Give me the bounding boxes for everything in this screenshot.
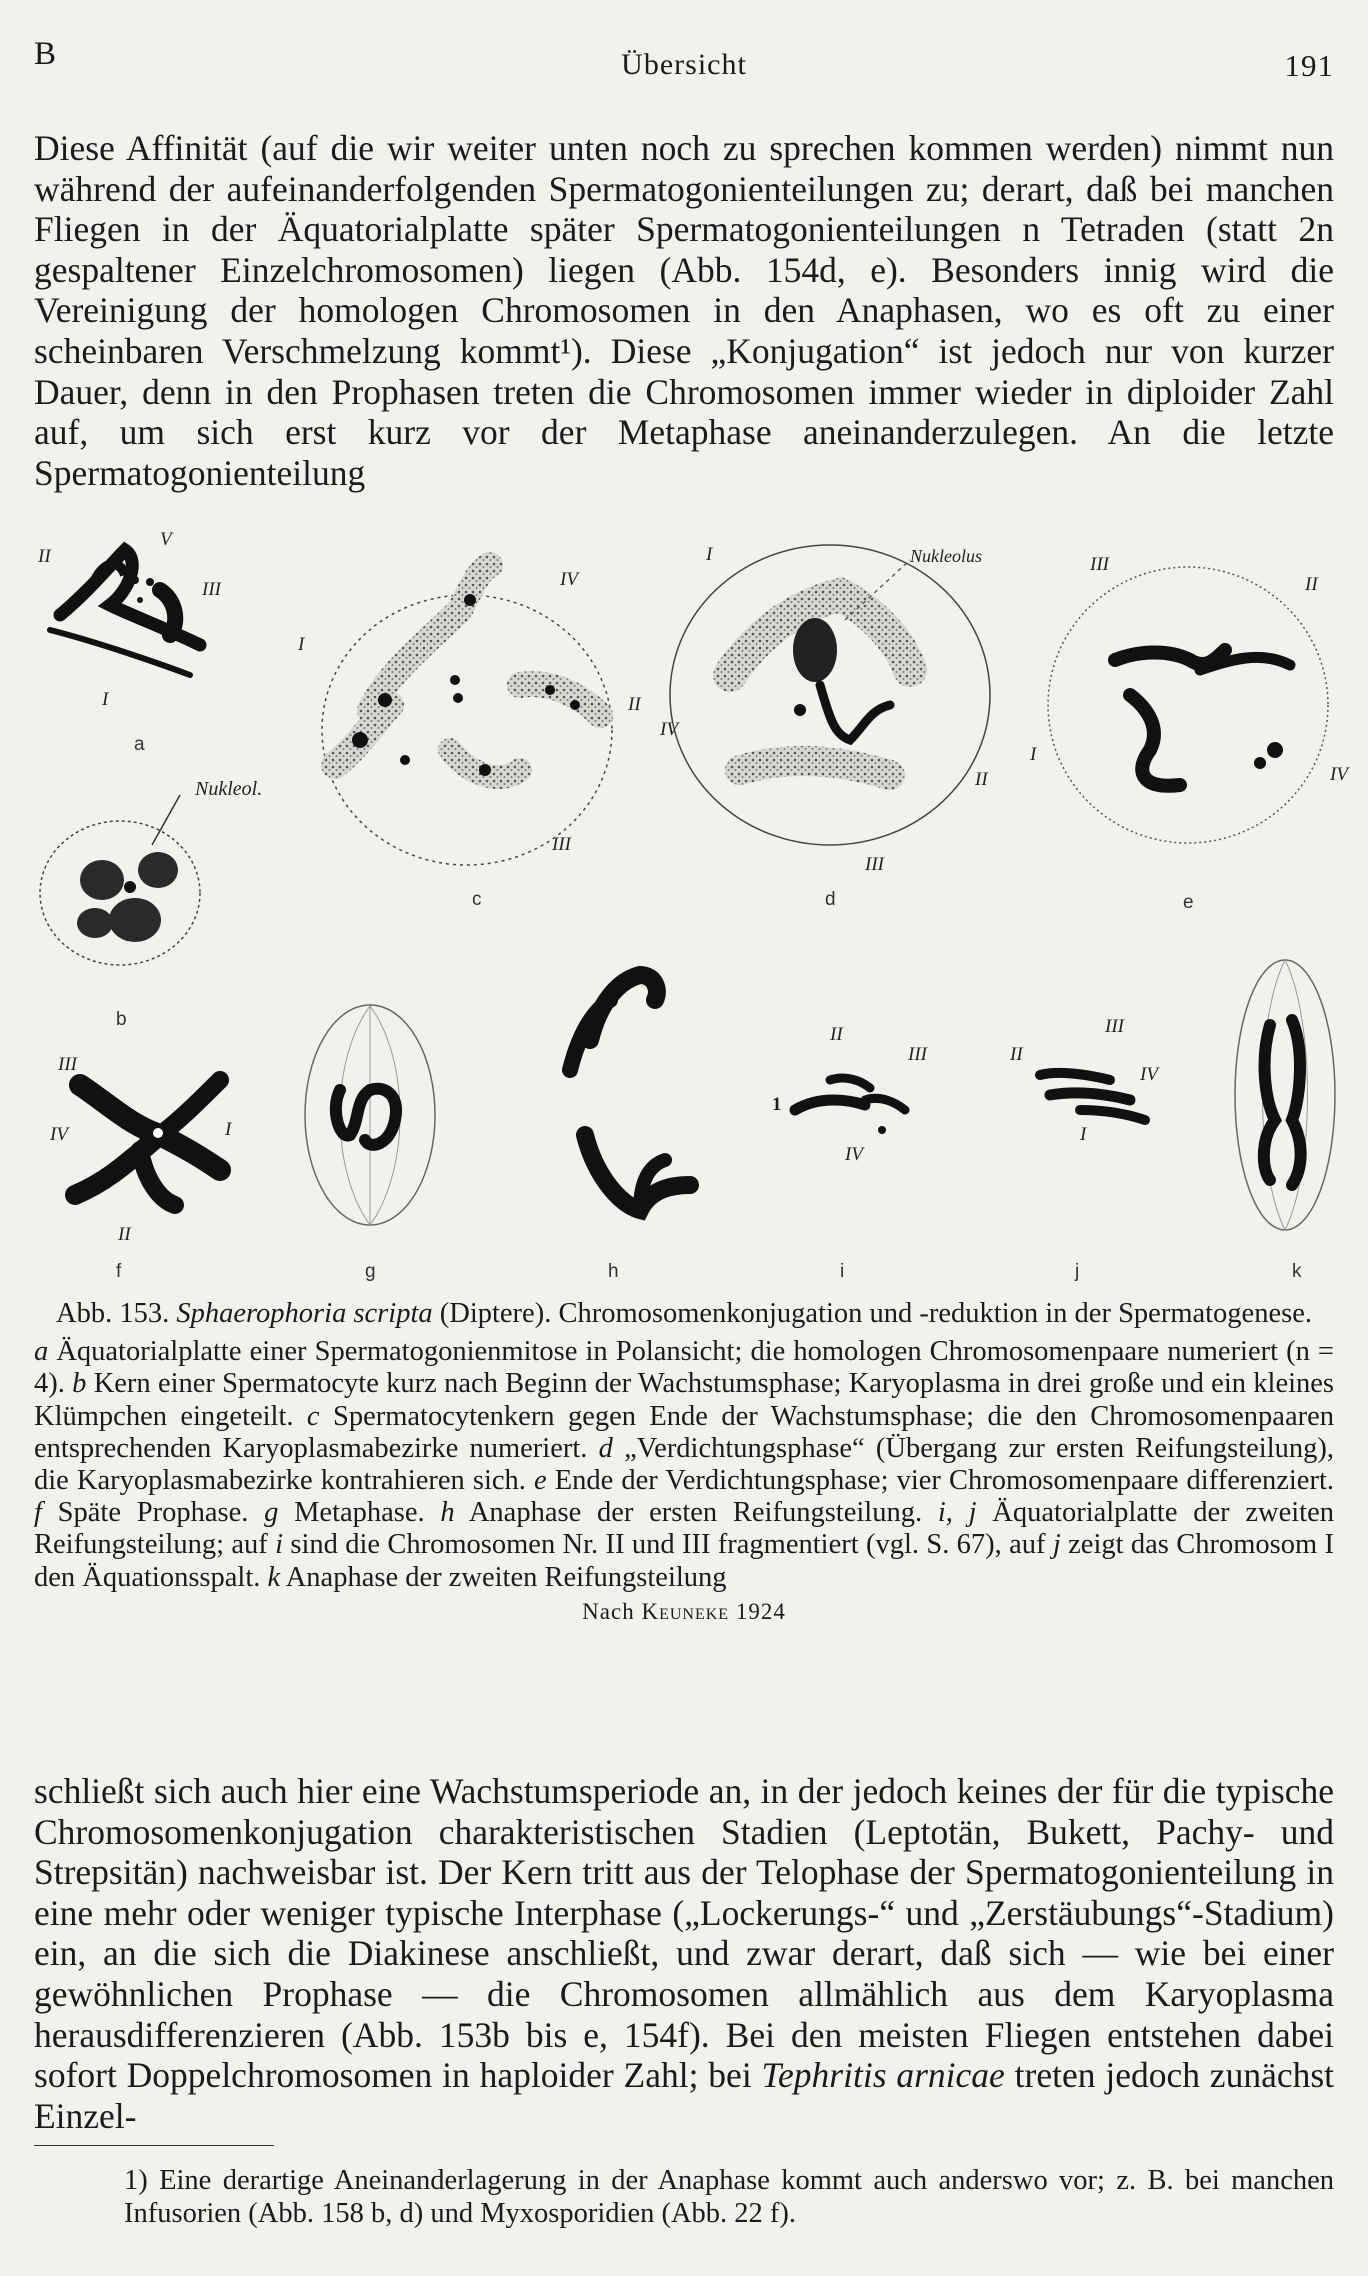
caption-part-text: Äquatorialplatte einer Spermatogonienmitose in Polansicht; die homologen Chromosomenpaare numeriert (n = 4). — [34, 1336, 1334, 1400]
a-roman-II: II — [38, 546, 51, 567]
caption-source-prefix: Nach — [582, 1598, 635, 1624]
caption-part-letter: b — [72, 1368, 87, 1400]
caption-part-letter: g — [264, 1497, 279, 1529]
caption-part-letter: e — [533, 1465, 547, 1497]
caption-part-letter: i — [275, 1529, 283, 1561]
panel-letter-k: k — [1292, 1261, 1302, 1282]
panel-h-drawing — [570, 975, 690, 1210]
e-roman-III: III — [1090, 554, 1109, 575]
top-paragraph — [34, 128, 1334, 493]
caption-species: Sphaerophoria scripta — [176, 1298, 433, 1329]
c-roman-II: II — [628, 694, 641, 715]
caption-part-letter: j — [1052, 1529, 1061, 1561]
caption-part-letter: i, j — [937, 1497, 977, 1529]
bottom-paragraph-species: Tephritis arnicae — [761, 2055, 1005, 2096]
footnote — [34, 2165, 1334, 2230]
d-roman-III: III — [865, 854, 884, 875]
caption-description — [34, 1336, 1334, 1594]
caption-source-author: Keuneke — [641, 1598, 730, 1624]
e-roman-II: II — [1305, 574, 1318, 595]
panel-k-drawing — [1235, 960, 1335, 1230]
caption-source-year: 1924 — [735, 1598, 786, 1624]
i-roman-III: III — [908, 1044, 927, 1065]
j-roman-III: III — [1105, 1016, 1124, 1037]
bottom-paragraph — [34, 1771, 1334, 2136]
panel-i-drawing — [772, 1024, 929, 1165]
figure-153 — [30, 520, 1348, 1295]
i-roman-II: II — [830, 1024, 843, 1045]
a-roman-I: I — [102, 689, 109, 710]
figure-illustration — [30, 520, 1348, 1295]
i-roman-IV: IV — [845, 1144, 863, 1165]
panel-j-drawing — [1009, 1016, 1160, 1145]
panel-e-drawing — [1029, 554, 1350, 843]
caption-part-letter: c — [306, 1400, 320, 1432]
d-nucleolus-label: Nukleolus — [910, 546, 982, 566]
f-roman-I: I — [225, 1119, 232, 1140]
panel-letter-a: a — [134, 734, 145, 755]
panel-letter-f: f — [116, 1261, 122, 1282]
panel-letter-c: c — [472, 889, 482, 910]
caption-part-text: Späte Prophase. — [41, 1497, 265, 1529]
d-roman-IV: IV — [660, 719, 678, 740]
caption-part-text: sind die Chromosomen Nr. II und III fragmentiert (vgl. S. 67), auf — [283, 1529, 1053, 1561]
caption-part-text: Anaphase der zweiten Reifungsteilung — [280, 1561, 727, 1593]
caption-part-text: Äquatorialplatte der zweiten Reifungsteilung; auf — [34, 1497, 1334, 1561]
caption-figure-number: Abb. 153. — [56, 1298, 170, 1329]
panel-letter-i: i — [840, 1261, 845, 1282]
panel-letter-b: b — [116, 1009, 127, 1030]
f-roman-III: III — [58, 1054, 77, 1075]
caption-part-letter: k — [267, 1561, 281, 1593]
caption-title — [34, 1298, 1334, 1330]
d-roman-II: II — [975, 769, 988, 790]
panel-letter-e: e — [1183, 892, 1194, 913]
caption-part-letter: h — [440, 1497, 455, 1529]
e-roman-I: I — [1030, 744, 1037, 765]
header-section-letter: B — [34, 36, 57, 72]
header-running-title: Übersicht — [621, 48, 747, 81]
caption-title-rest: (Diptere). Chromosomenkonjugation und -reduktion in der Spermatogenese. — [439, 1298, 1312, 1329]
caption-source — [34, 1596, 1334, 1628]
caption-part-letter: d — [598, 1432, 613, 1464]
caption-part-letter: f — [34, 1497, 42, 1529]
e-roman-IV: IV — [1330, 764, 1348, 785]
j-roman-I: I — [1080, 1124, 1087, 1145]
bottom-paragraph-part2: treten jedoch zunächst Einzel- — [34, 2055, 1335, 2136]
i-arabic-1: 1 — [772, 1094, 782, 1115]
a-roman-V: V — [160, 529, 172, 550]
figure-caption — [34, 1298, 1334, 1628]
footnote-text: 1) Eine derartige Aneinanderlagerung in der Anaphase kommt auch anderswo vor; z. B. bei manchen Infusorien (Abb. 158 b, d) und Myxosporidien (Abb. 22 f). — [124, 2165, 1334, 2229]
page-header — [34, 30, 1334, 90]
caption-part-text: Kern einer Spermatocyte kurz nach Beginn der Wachstumsphase; Karyoplasma in drei große und ein kleines Klümpchen eingeteilt. — [34, 1368, 1334, 1432]
top-paragraph-text: Diese Affinität (auf die wir weiter unten noch zu sprechen kommen werden) nimmt nun während der aufeinanderfolgenden Spermatogonienteilungen zu; derart, daß bei manchen Fliegen in der Äquatorialplatte später Spermatogonienteilungen n Tetraden (statt 2n gespaltener Einzelchromosomen) liegen (Abb. 154d, e). Besonders innig wird die Vereinigung der homologen Chromosomen in den Anaphasen, wo es oft zu einer scheinbaren Verschmelzung kommt¹). Diese „Konjugation“ ist jedoch nur von kurzer Dauer, denn in den Prophasen treten die Chromosomen immer wieder in diploider Zahl auf, um sich erst kurz vor der Metaphase aneinanderzulegen. An die letzte Spermatogonienteilung — [34, 128, 1334, 493]
panel-f-drawing — [49, 1054, 233, 1245]
footnote-divider — [34, 2145, 274, 2146]
panel-a-drawing — [37, 529, 223, 710]
panel-c-drawing — [297, 565, 642, 865]
c-roman-I: I — [298, 634, 305, 655]
bottom-paragraph-text — [34, 1771, 1334, 2136]
header-page-number: 191 — [1284, 48, 1334, 83]
a-roman-III: III — [202, 579, 221, 600]
b-nucleolus-label: Nukleol. — [195, 778, 263, 800]
caption-part-text: Metaphase. — [278, 1497, 441, 1529]
panel-letter-h: h — [608, 1261, 619, 1282]
caption-part-text: Anaphase der ersten Reifungsteilung. — [454, 1497, 938, 1529]
caption-part-text: zeigt das Chromosom I den Äquationsspalt. — [34, 1529, 1335, 1593]
f-roman-II: II — [118, 1224, 131, 1245]
panel-letter-g: g — [365, 1261, 376, 1282]
bottom-paragraph-part1: schließt sich auch hier eine Wachstumsperiode an, in der jedoch keines der für die typische Chromosomenkonjugation charakteristischen Stadien (Leptotän, Bukett, Pachy- und Strepsitän) nachweisbar ist. Der Kern tritt aus der Telophase der Spermatogonienteilung in eine mehr oder weniger typische Interphase („Lockerungs-“ und „Zerstäubungs“-Stadium) ein, an die sich die Diakinese anschließt, und zwar derart, daß sich — wie bei einer gewöhnlichen Prophase — die Chromosomen allmählich aus dem Karyoplasma herausdifferenzieren (Abb. 153b bis e, 154f). Bei den meisten Fliegen entstehen dabei sofort Doppelchromosomen in haploider Zahl; bei — [34, 1771, 1334, 2096]
caption-part-letter: a — [34, 1336, 49, 1368]
panel-letter-d: d — [825, 889, 836, 910]
j-roman-IV: IV — [1140, 1064, 1158, 1085]
c-roman-IV: IV — [560, 569, 578, 590]
f-roman-IV: IV — [50, 1124, 68, 1145]
panel-d-drawing — [659, 544, 990, 875]
panel-b-drawing — [40, 778, 262, 965]
caption-part-text: Ende der Verdichtungsphase; vier Chromosomenpaare differenziert. — [546, 1465, 1334, 1497]
d-roman-I: I — [706, 544, 713, 565]
panel-g-drawing — [305, 1005, 435, 1225]
c-roman-III: III — [552, 834, 571, 855]
j-roman-II: II — [1010, 1044, 1023, 1065]
panel-letter-j: j — [1075, 1261, 1080, 1282]
caption-part-text: „Verdichtungsphase“ (Übergang zur ersten Reifungsteilung), die Karyoplasmabezirke kontrahieren sich. — [34, 1432, 1335, 1497]
caption-part-text: Spermatocytenkern gegen Ende der Wachstumsphase; die den Chromosomenpaaren entsprechenden Karyoplasmabezirke numeriert. — [34, 1400, 1334, 1464]
